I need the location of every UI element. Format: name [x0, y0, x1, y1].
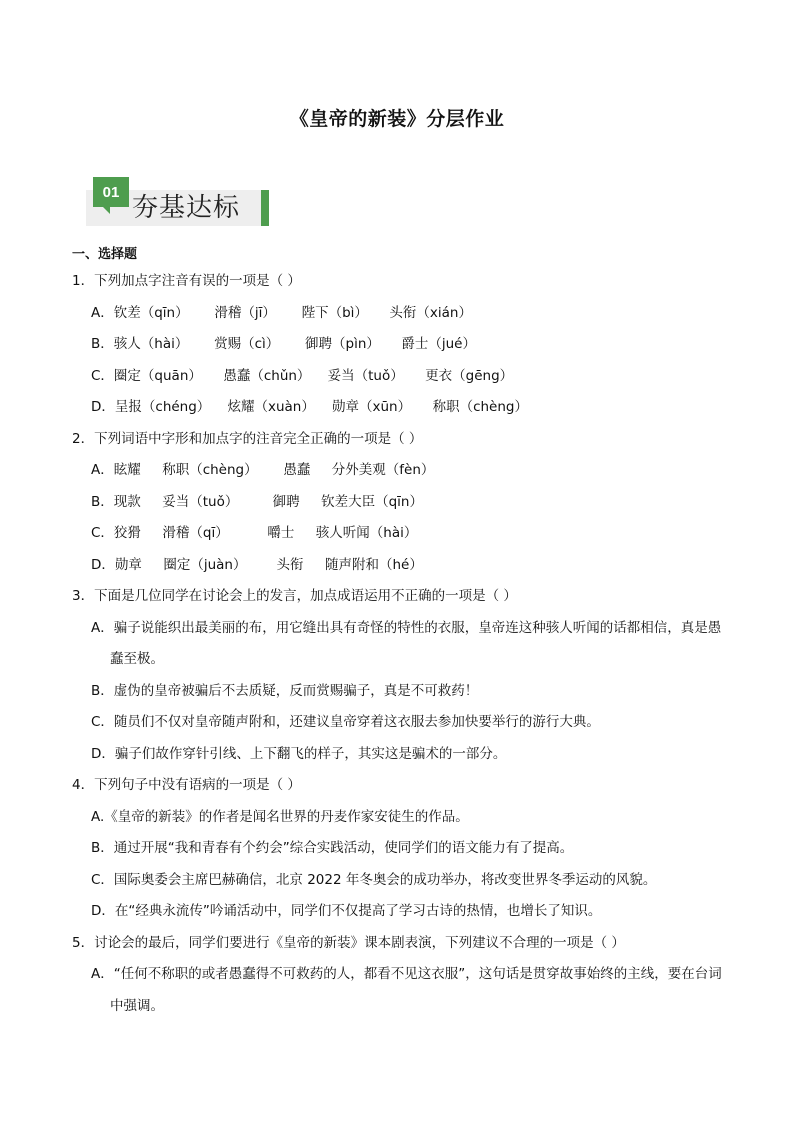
option-b: B．现款 妥当（tuǒ） 御聘 钦差大臣（qīn）	[91, 493, 423, 510]
option-d: D．呈报（chéng） 炫耀（xuàn） 勋章（xūn） 称职（chèng）	[91, 399, 528, 415]
question-stem: 3．下面是几位同学在讨论会上的发言，加点成语运用不正确的一项是（ ）	[72, 588, 517, 604]
banner-accent-bar	[261, 190, 269, 226]
option-d: D．骗子们故作穿针引线、上下翻飞的样子，其实这是骗术的一部分。	[91, 745, 507, 762]
option-b: B．虚伪的皇帝被骗后不去质疑，反而赏赐骗子，真是不可救药！	[91, 682, 479, 699]
option-a: A．骗子说能织出最美丽的布，用它缝出具有奇怪的特性的衣服，皇帝连这种骇人听闻的话都相信，真是愚蠢至极。	[91, 619, 722, 667]
section-banner	[84, 172, 284, 230]
banner-label: 夯基达标	[132, 193, 241, 223]
question-1	[72, 266, 728, 424]
page-title: 《皇帝的新装》分层作业	[289, 108, 505, 130]
question-stem: 2．下列词语中字形和加点字的注音完全正确的一项是（ ）	[72, 430, 423, 447]
option-a: A．“任何不称职的或者愚蠢得不可救药的人，都看不见这衣服”，这句话是贯穿故事始终的主线，要在台词中强调。	[91, 966, 722, 1014]
option-c: C．国际奥委会主席巴赫确信，北京 2022 年冬奥会的成功举办，将改变世界冬季运动的风貌。	[91, 871, 657, 888]
option-c: C．随员们不仅对皇帝随声附和，还建议皇帝穿着这衣服去参加快要举行的游行大典。	[91, 714, 600, 730]
question-2	[72, 424, 728, 582]
question-4	[72, 770, 728, 928]
banner-number-badge: 01	[93, 177, 129, 207]
section-heading: 一、选择题	[72, 247, 138, 262]
option-d: D．勋章 圈定（juàn） 头衔 随声附和（hé）	[91, 556, 423, 573]
option-a: A.《皇帝的新装》的作者是闻名世界的丹麦作家安徒生的作品。	[91, 808, 469, 825]
option-a: A．眩耀 称职（chèng） 愚蠢 分外美观（fèn）	[91, 462, 435, 478]
question-stem: 5．讨论会的最后，同学们要进行《皇帝的新装》课本剧表演，下列建议不合理的一项是（ ）	[72, 934, 625, 951]
option-c: C．圈定（quān） 愚蠢（chǔn） 妥当（tuǒ） 更衣（gēng）	[91, 367, 514, 384]
option-d: D．在“经典永流传”吟诵活动中，同学们不仅提高了学习古诗的热情，也增长了知识。	[91, 903, 602, 919]
question-stem: 1．下列加点字注音有误的一项是（ ）	[72, 273, 301, 289]
worksheet-content	[72, 244, 728, 1022]
question-stem: 4．下列句子中没有语病的一项是（ ）	[72, 777, 301, 793]
question-5	[72, 928, 728, 1023]
option-b: B．骇人（hài） 赏赐（cì） 御聘（pìn） 爵士（jué）	[91, 336, 476, 352]
option-a: A．钦差（qīn） 滑稽（jī） 陛下（bì） 头衔（xián）	[91, 304, 472, 321]
option-b: B．通过开展“我和青春有个约会”综合实践活动，使同学们的语文能力有了提高。	[91, 840, 574, 856]
option-c: C．狡猾 滑稽（qī） 嚼士 骇人听闻（hài）	[91, 525, 418, 541]
question-3	[72, 581, 728, 770]
